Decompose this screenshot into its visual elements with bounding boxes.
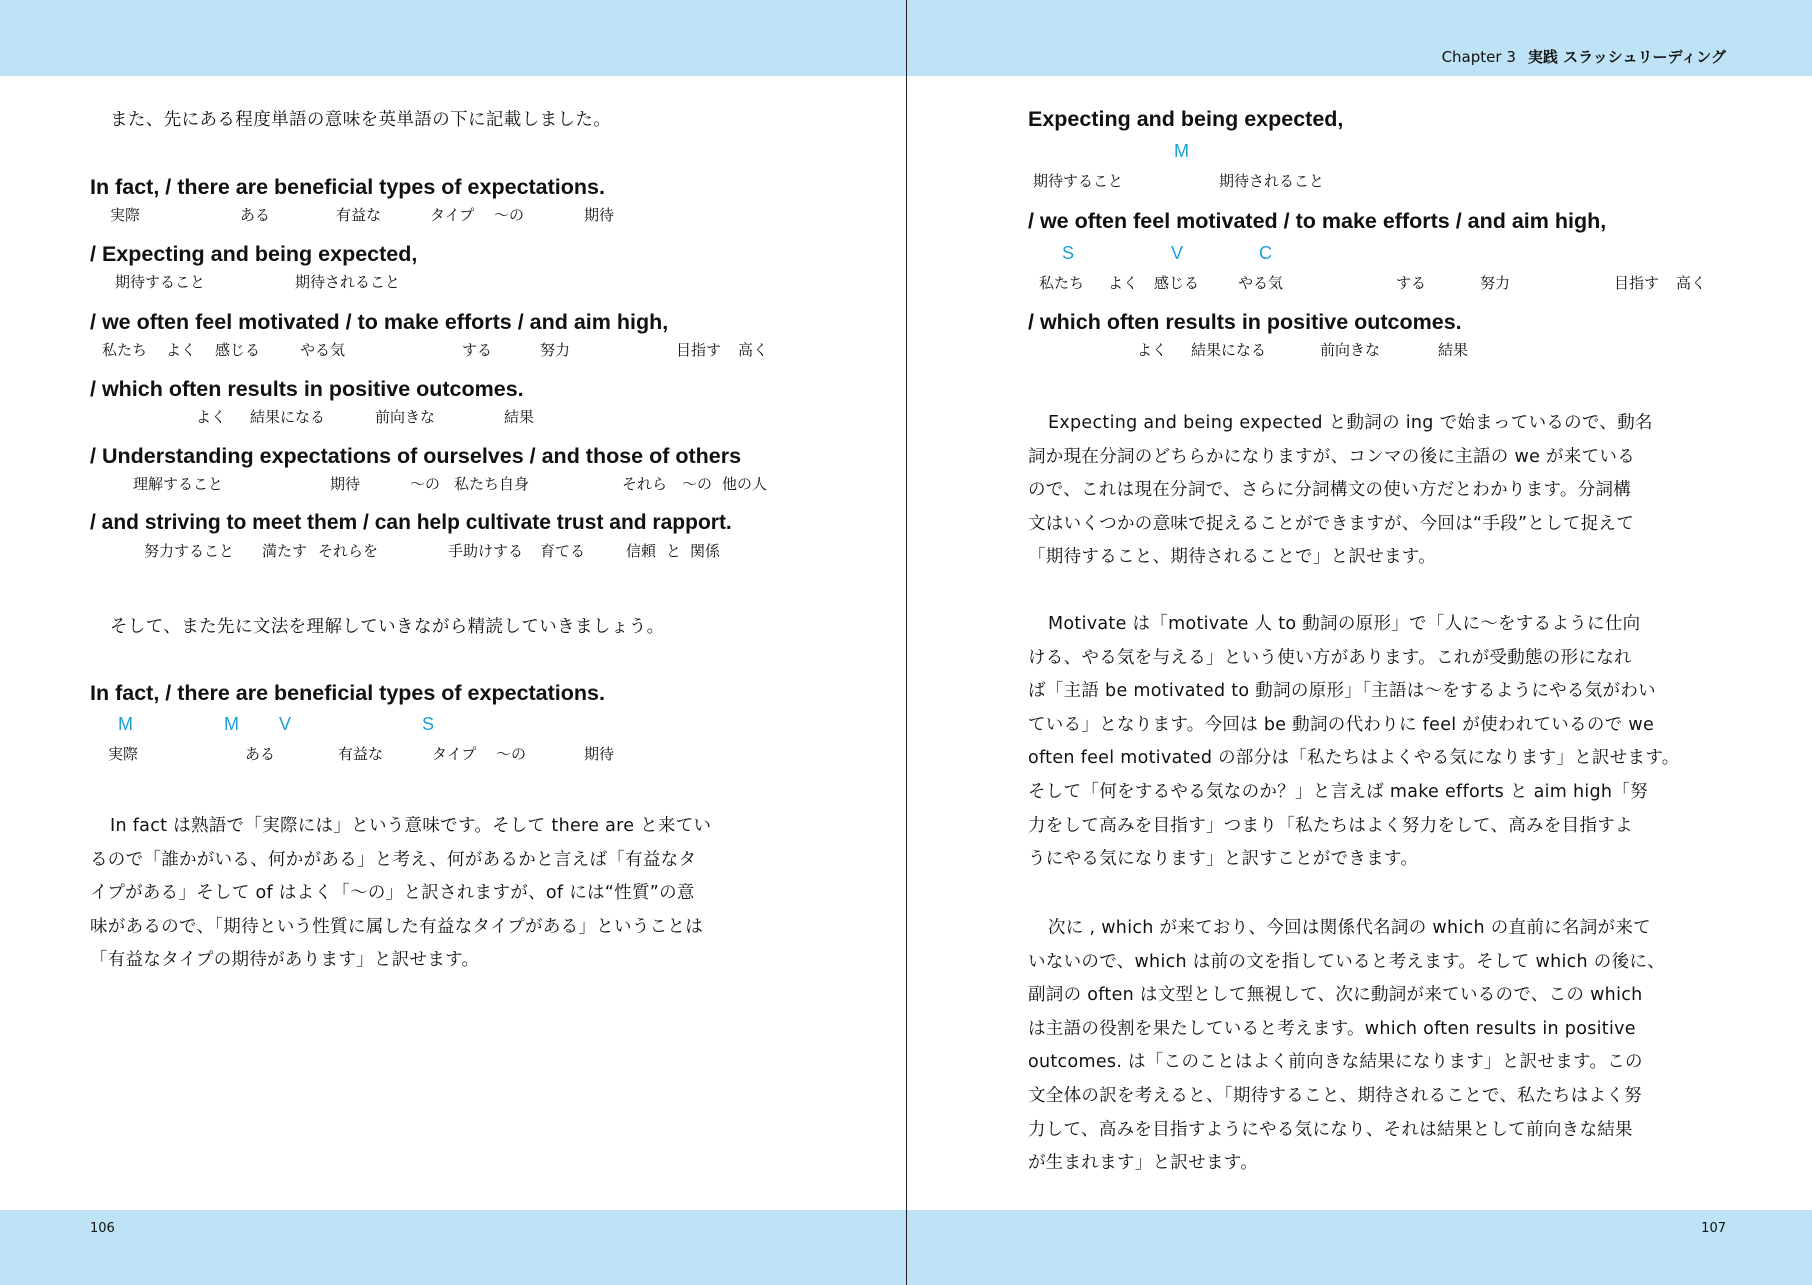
page-number: 106 <box>90 1221 115 1236</box>
right-page: Chapter 3 実践 スラッシュリーディング Expecting and being expected, M 期待すること 期待されること / we often feel motivated / to make efforts / and aim high, S V C 私たち よく 感じる やる気 する 努力 目指す 高く / which often results in positive outcomes. よく 結果になる 前向きな 結果 Expecting and being expected と動詞の ing で始まっているので、動名 詞か現在分詞のどちらかになりますが、コンマの後に主語の we が来ている ので、これは現在分詞で、さらに分詞構文の使い方だとわかります。分詞構 文はいくつかの意味で捉えることができますが、今回は“手段”として捉えて 「期待すること、期待されることで」と訳せます。 Motivate は「motivate 人 to 動詞の原形」で「人に〜をするように仕向 ける、やる気を与える」という使い方があります。これが受動態の形になれ ば「主語 be motivated to 動詞の原形」「主語は〜をするようにやる気がわい ている」となります。今回は be 動詞の代わりに feel が使われているので we often feel motivated の部分は「私たちはよくやる気になります」と訳せます。 そして「何をするやる気なのか？」と言えば make efforts と aim high「努 力をして高みを目指す」つまり「私たちはよく努力をして、高みを目指すよ うにやる気になります」と訳すことができます。 次に , which が来ており、今回は関係代名詞の which の直前に名詞が来て いないので、which は前の文を指していると考えます。そして which の後に、 副詞の often は文型として無視して、次に動詞が来ているので、この which は主語の役割を果たしていると考えます。which often results in positive outcomes. は「このことはよく前向きな結果になります」と訳せます。この 文全体の訳を考えると、「期待すること、期待されることで、私たちはよく努 力して、高みを目指すようにやる気になり、それは結果として前向きな結果 が生まれます」と訳せます。 107 <box>907 0 1812 1285</box>
explanation-paragraph-3: 次に , which が来ており、今回は関係代名詞の which の直前に名詞が来て いないので、which は前の文を指していると考えます。そして which の後に、 副詞の often は文型として無視して、次に動詞が来ているので、この which は主語の役割を果たしていると考えます。which often results in positive outcomes. は「このことはよく前向きな結果になります」と訳せます。この 文全体の訳を考えると、「期待すること、期待されることで、私たちはよく努 力して、高みを目指すようにやる気になり、それは結果として前向きな結果 が生まれます」と訳せます。 <box>1028 918 1665 1174</box>
explanation-paragraph: In fact は熟語で「実際には」という意味です。そして there are と来てい るので「誰かがいる、何かがある」と考え、何があるかと言えば「有益なタ イプがある」そして of はよく「〜の」と訳されますが、of には“性質”の意 味があるので、「期待という性質に属した有益なタイプがある」ということは 「有益なタイプの期待があります」と訳せます。 <box>90 816 712 971</box>
right-line-2-en: / we often feel motivated / to make efforts / and aim high, <box>1028 209 1607 233</box>
intro2-text: そして、また先に文法を理解していきながら精読していきましょう。 <box>110 617 665 637</box>
label-m: M <box>1174 141 1189 161</box>
explanation-paragraph-2: Motivate は「motivate 人 to 動詞の原形」で「人に〜をするように仕向 ける、やる気を与える」という使い方があります。これが受動態の形になれ ば「主語 be motivated to 動詞の原形」「主語は〜をするようにやる気がわい ている」となります。今回は be 動詞の代わりに feel が使われているので we often feel motivated の部分は「私たちはよくやる気になります」と訳せます。 そして「何をするやる気なのか？」と言えば make efforts と aim high「努 力をして高みを目指す」つまり「私たちはよく努力をして、高みを目指すよ うにやる気になります」と訳すことができます。 <box>1028 614 1680 870</box>
label-v: V <box>1171 243 1184 263</box>
parsed-line-en: In fact, / there are beneficial types of expectations. <box>90 681 605 705</box>
label-m: M <box>224 714 239 734</box>
gloss-line-1-en: In fact, / there are beneficial types of expectations. <box>90 175 605 199</box>
explanation-paragraph-1: Expecting and being expected と動詞の ing で始まっているので、動名 詞か現在分詞のどちらかになりますが、コンマの後に主語の we が来ている ので、これは現在分詞で、さらに分詞構文の使い方だとわかります。分詞構 文はいくつかの意味で捉えることができますが、今回は“手段”として捉えて 「期待すること、期待されることで」と訳せます。 <box>1028 413 1653 568</box>
bottom-band <box>907 1210 1812 1285</box>
gloss-line-4-en: / which often results in positive outcomes. <box>90 377 524 401</box>
gloss-line-5-en: / Understanding expectations of ourselves / and those of others <box>90 444 742 468</box>
top-band <box>0 0 906 76</box>
left-page: また、先にある程度単語の意味を英単語の下に記載しました。 In fact, / there are beneficial types of expectations. 実際 ある 有益な タイプ 〜の 期待 / Expecting and being expected, 期待すること 期待されること / we often feel motivated / to make efforts / and aim high, 私たち よく 感じる やる気 する 努力 目指す 高く / which often results in positive outcomes. よく 結果になる 前向きな 結果 / Understanding expectations of ourselves / and those of others 理解すること 期待 〜の 私たち自身 それら 〜の 他の人 / and striving to meet them / can help cultivate trust and rapport. 努力すること 満たす それらを 手助けする 育てる 信頼 と 関係 そして、また先に文法を理解していきながら精読していきましょう。 In fact, / there are beneficial types of expectations. M M V S 実際 ある 有益な タイプ 〜の 期待 In fact は熟語で「実際には」という意味です。そして there are と来てい るので「誰かがいる、何かがある」と考え、何があるかと言えば「有益なタ イプがある」そして of はよく「〜の」と訳されますが、of には“性質”の意 味があるので、「期待という性質に属した有益なタイプがある」ということは 「有益なタイプの期待があります」と訳せます。 106 <box>0 0 906 1285</box>
label-v: V <box>279 714 292 734</box>
gloss-line-6-en: / and striving to meet them / can help cultivate trust and rapport. <box>90 511 732 534</box>
right-line-1-en: Expecting and being expected, <box>1028 107 1344 131</box>
chapter-number: Chapter 3 <box>1441 48 1516 66</box>
gloss-line-2-en: / Expecting and being expected, <box>90 242 418 266</box>
label-c: C <box>1259 243 1272 263</box>
running-header <box>1442 46 1726 67</box>
bottom-band <box>0 1210 906 1285</box>
intro-text: また、先にある程度単語の意味を英単語の下に記載しました。 <box>110 110 612 130</box>
page-number: 107 <box>1701 1221 1726 1236</box>
right-line-3-en: / which often results in positive outcomes. <box>1028 310 1462 334</box>
label-m: M <box>118 714 133 734</box>
chapter-title: 実践 スラッシュリーディング <box>1527 48 1726 66</box>
label-s: S <box>1062 243 1075 263</box>
gloss-line-3-en: / we often feel motivated / to make efforts / and aim high, <box>90 310 669 334</box>
label-s: S <box>422 714 435 734</box>
